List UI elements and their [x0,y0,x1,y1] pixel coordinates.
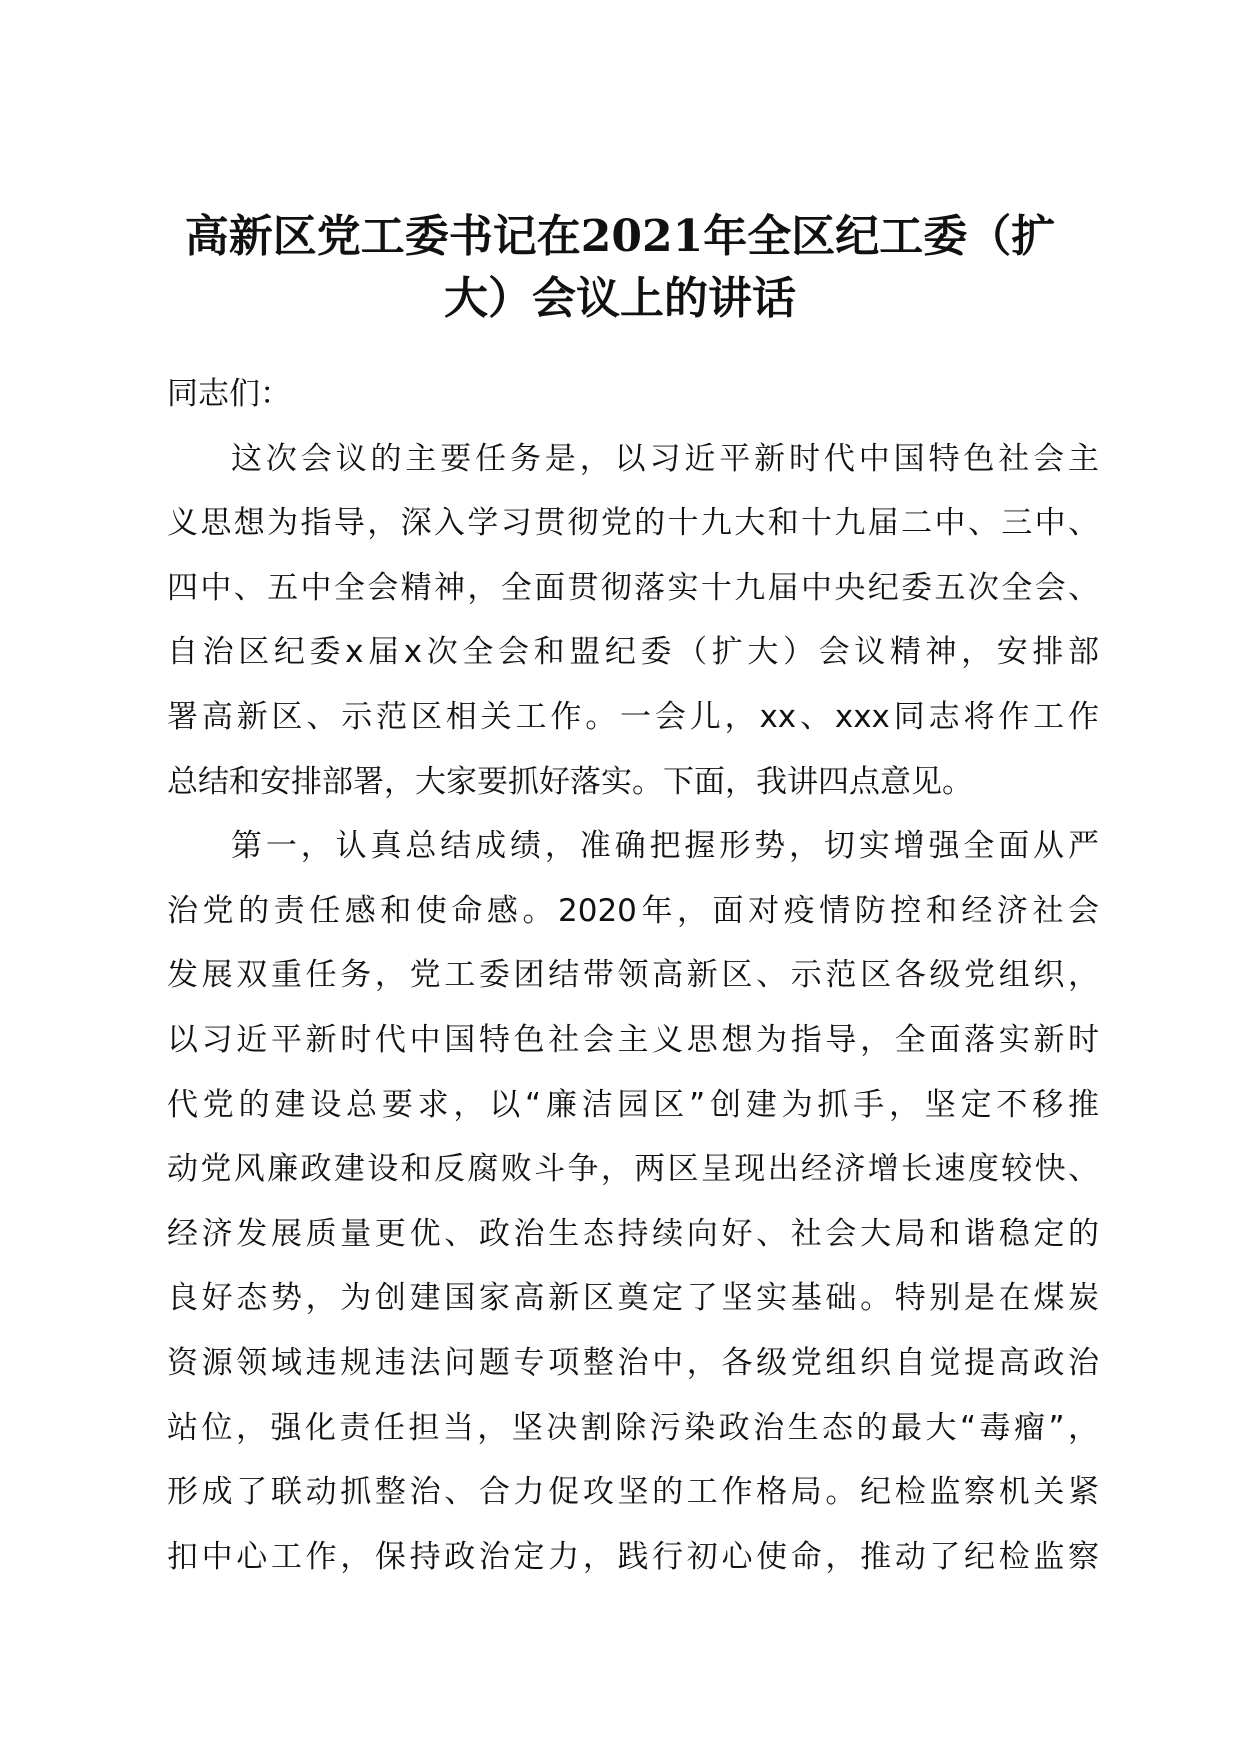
body-text-line: 资源领域违规违法问题专项整治中，各级党组织自觉提高政治 [167,1344,1099,1381]
document-title-line-1: 高新区党工委书记在2021年全区纪工委（扩 [184,211,1056,262]
body-text-line: 发展双重任务，党工委团结带领高新区、示范区各级党组织， [167,957,1099,994]
body-text-line: 代党的建设总要求，以“廉洁园区”创建为抓手，坚定不移推 [167,1086,1099,1123]
body-text-line: 四中、五中全会精神，全面贯彻落实十九届中央纪委五次全会、 [167,569,1099,606]
body-text-line: 站位，强化责任担当，坚决割除污染政治生态的最大“毒瘤”， [167,1409,1099,1446]
body-text-line: 动党风廉政建设和反腐败斗争，两区呈现出经济增长速度较快、 [167,1151,1099,1188]
body-text-line: 义思想为指导，深入学习贯彻党的十九大和十九届二中、三中、 [167,505,1099,542]
body-text-line: 以习近平新时代中国特色社会主义思想为指导，全面落实新时 [167,1021,1099,1058]
body-text-line: 扣中心工作，保持政治定力，践行初心使命，推动了纪检监察 [167,1538,1099,1575]
document-body [167,362,1099,1589]
body-text-line: 总结和安排部署，大家要抓好落实。下面，我讲四点意见。 [167,763,973,800]
body-text-line: 署高新区、示范区相关工作。一会儿，xx、xxx同志将作工作 [167,698,1099,735]
body-text-line: 良好态势，为创建国家高新区奠定了坚实基础。特别是在煤炭 [167,1280,1099,1317]
document-title-line-2: 大）会议上的讲话 [444,273,796,324]
body-text-line: 第一，认真总结成绩，准确把握形势，切实增强全面从严 [231,828,1099,865]
body-text-line: 经济发展质量更优、政治生态持续向好、社会大局和谐稳定的 [167,1215,1099,1252]
body-text-line: 治党的责任感和使命感。2020年，面对疫情防控和经济社会 [167,892,1099,929]
salutation: 同志们： [167,376,291,412]
body-text-line: 自治区纪委x届x次全会和盟纪委（扩大）会议精神，安排部 [167,634,1099,671]
body-text-line: 形成了联动抓整治、合力促攻坚的工作格局。纪检监察机关紧 [167,1474,1099,1511]
body-text-line: 这次会议的主要任务是，以习近平新时代中国特色社会主 [231,440,1099,477]
